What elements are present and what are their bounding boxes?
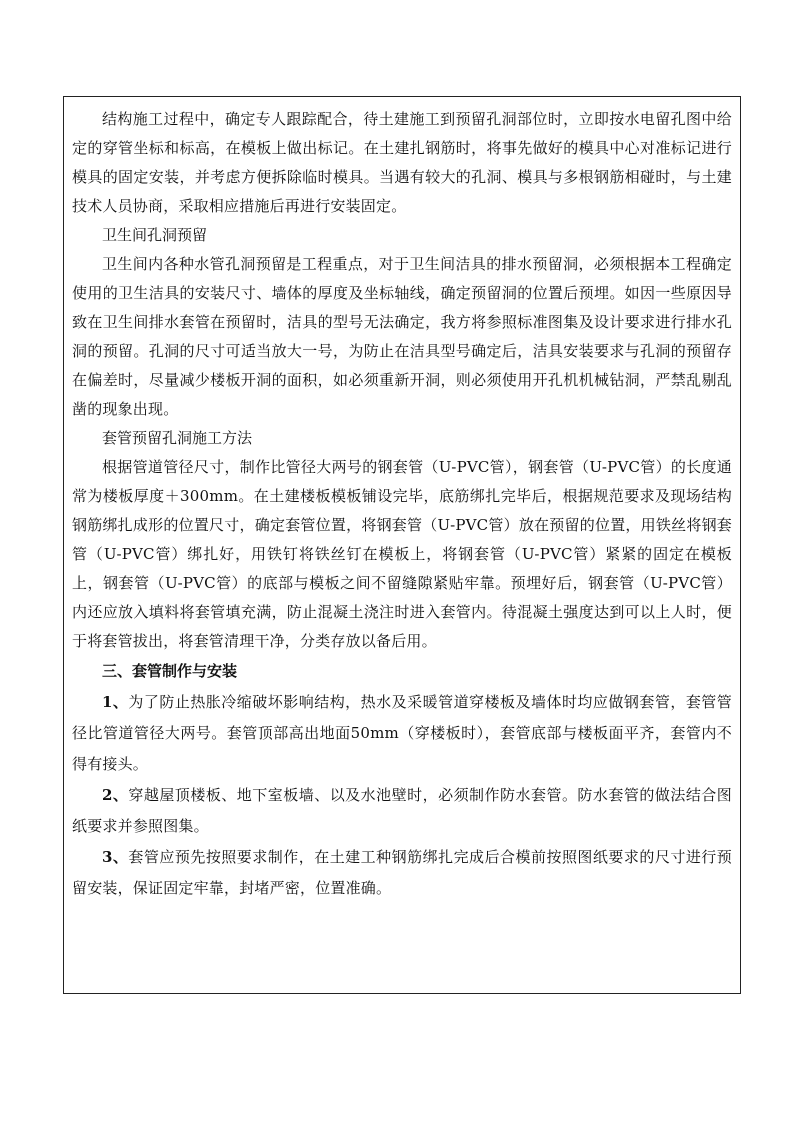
list-item (72, 842, 732, 904)
paragraph-structure-coordination: 结构施工过程中，确定专人跟踪配合，待土建施工到预留孔洞部位时，立即按水电留孔图中给定的穿管坐标和标高，在模板上做出标记。在土建扎钢筋时，将事先做好的模具中心对准标记进行模具的固定安装，并考虑方便拆除临时模具。当遇有较大的孔洞、模具与多根钢筋相碰时，与土建技术人员协商，采取相应措施后再进行安装固定。 (72, 110, 732, 215)
heading-toilet-openings: 卫生间孔洞预留 (102, 226, 208, 244)
paragraph-sleeve-method: 根据管道管径尺寸，制作比管径大两号的钢套管（U-PVC管），钢套管（U-PVC管）的长度通常为楼板厚度＋300mm。在土建楼板模板铺设完毕，底筋绑扎完毕后，根据规范要求及现场结构钢筋绑扎成形的位置尺寸，确定套管位置，将钢套管（U-PVC管）放在预留的位置，用铁丝将钢套管（U-PVC管）绑扎好，用铁钉将铁丝钉在模板上，将钢套管（U-PVC管）紧紧的固定在模板上，钢套管（U-PVC管）的底部与模板之间不留缝隙紧贴牢靠。预埋好后，钢套管（U-PVC管）内还应放入填料将套管填充满，防止混凝土浇注时进入套管内。待混凝土强度达到可以上人时，便于将套管拔出，将套管清理干净，分类存放以备后用。 (72, 458, 732, 650)
item-text: 为了防止热胀冷缩破坏影响结构，热水及采暖管道穿楼板及墙体时均应做钢套管，套管管径比管道管径大两号。套管顶部高出地面50mm（穿楼板时），套管底部与楼板面平齐，套管内不得有接头。 (72, 693, 732, 773)
section-heading-sleeve-fabrication: 三、套管制作与安装 (102, 662, 238, 680)
item-text: 套管应预先按照要求制作，在土建工种钢筋绑扎完成后合模前按照图纸要求的尺寸进行预留安装，保证固定牢靠，封堵严密，位置准确。 (72, 848, 732, 897)
item-number: 1、 (102, 693, 129, 711)
document-frame (63, 96, 741, 994)
item-number: 3、 (102, 848, 129, 866)
heading-sleeve-method: 套管预留孔洞施工方法 (102, 429, 253, 447)
list-item (72, 687, 732, 780)
list-item (72, 780, 732, 842)
item-number: 2、 (102, 786, 129, 804)
paragraph-toilet-openings: 卫生间内各种水管孔洞预留是工程重点，对于卫生间洁具的排水预留洞，必须根据本工程确定使用的卫生洁具的安装尺寸、墙体的厚度及坐标轴线，确定预留洞的位置后预埋。如因一些原因导致在卫生间排水套管在预留时，洁具的型号无法确定，我方将参照标准图集及设计要求进行排水孔洞的预留。孔洞的尺寸可适当放大一号，为防止在洁具型号确定后，洁具安装要求与孔洞的预留存在偏差时，尽量减少楼板开洞的面积，如必须重新开洞，则必须使用开孔机机械钻洞，严禁乱剔乱凿的现象出现。 (72, 255, 732, 418)
item-text: 穿越屋顶楼板、地下室板墙、以及水池壁时，必须制作防水套管。防水套管的做法结合图纸要求并参照图集。 (72, 786, 732, 835)
